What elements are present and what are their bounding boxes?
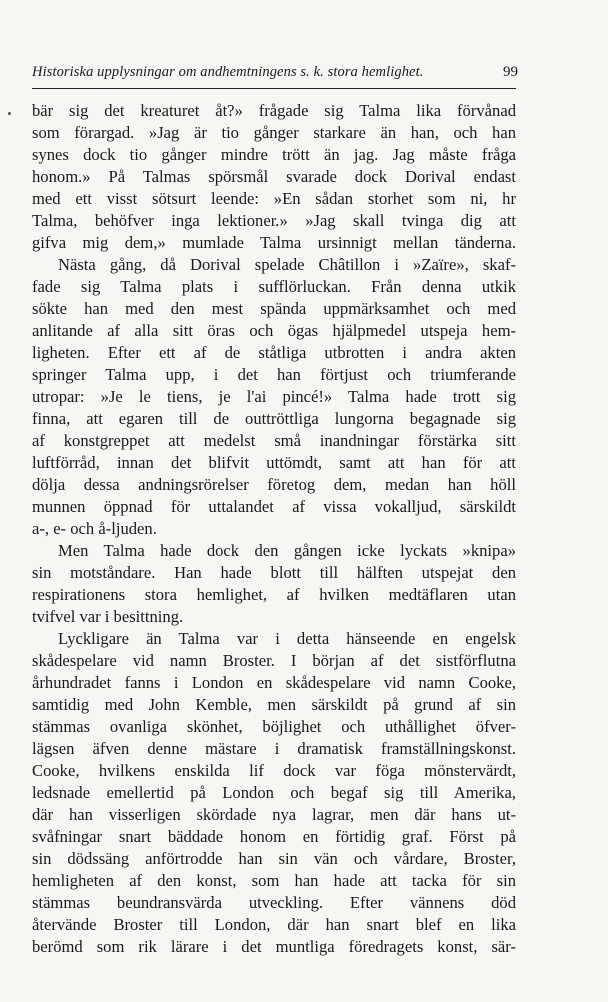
text-line: a-, e- och å-ljuden. xyxy=(32,519,157,538)
text-line: finna, att egaren till de outtröttliga lungorna begagnade sig xyxy=(32,409,516,428)
text-line: Talma, behöfver inga lektioner.» »Jag skall tvinga dig att xyxy=(32,211,516,230)
text-line: hemligheten af den konst, som han hade att tacka för sin xyxy=(32,871,516,890)
text-line: tvifvel var i besittning. xyxy=(32,607,184,626)
text-line: luftförråd, innan det blifvit uttömdt, samt att han för att xyxy=(32,453,516,472)
text-line: berömd som rik lärare i det muntliga föredragets konst, sär- xyxy=(32,937,516,956)
text-line: stämmas beundransvärda utveckling. Efter vännens död xyxy=(32,893,516,912)
text-line: samtidig med John Kemble, men särskildt på grund af sin xyxy=(32,695,516,714)
text-line: svåfningar snart bäddade honom en förtidig graf. Först på xyxy=(32,827,516,846)
text-line: honom.» På Talmas spörsmål svarade dock Dorival endast xyxy=(32,167,516,186)
text-line: återvände Broster till London, där han snart blef en lika xyxy=(32,915,516,934)
text-line: sin dödssäng anförtrodde han sin vän och vårdare, Broster, xyxy=(32,849,516,868)
text-line: århundradet fanns i London en skådespelare vid namn Cooke, xyxy=(32,673,516,692)
text-line: stämmas ovanliga skönhet, böjlighet och uthållighet öfver- xyxy=(32,717,516,736)
text-line: Cooke, hvilkens enskilda lif dock var föga mönstervärdt, xyxy=(32,761,516,780)
text-line: synes dock tio gånger mindre trött än jag. Jag måste fråga xyxy=(32,145,516,164)
body-text xyxy=(32,100,516,958)
text-line: ledsnade emellertid på London och begaf sig till Amerika, xyxy=(32,783,516,802)
page-number: 99 xyxy=(503,64,518,80)
text-line: skådespelare vid namn Broster. I början af det sistförflutna xyxy=(32,651,516,670)
text-line: sökte han med den mest spända uppmärksamhet och med xyxy=(32,299,516,318)
text-line: fade sig Talma plats i sufflörluckan. Från denna utkik xyxy=(32,277,516,296)
margin-mark xyxy=(8,112,11,115)
text-line: Lyckligare än Talma var i detta hänseende en engelsk xyxy=(58,629,516,648)
running-head xyxy=(32,64,516,84)
text-line: lägsen äfven denne mästare i dramatisk framställningskonst. xyxy=(32,739,516,758)
text-line: respirationens stora hemlighet, af hvilken medtäflaren utan xyxy=(32,585,516,604)
text-line: munnen öppnad för uttalandet af vissa vokalljud, särskildt xyxy=(32,497,516,516)
text-line: af konstgreppet att medelst små inandningar förstärka sitt xyxy=(32,431,516,450)
running-head-title: Historiska upplysningar om andhemtningens s. k. stora hemlighet. xyxy=(32,64,424,80)
text-line: med ett visst sötsurt leende: »En sådan storhet som ni, hr xyxy=(32,189,516,208)
header-rule xyxy=(32,88,516,89)
text-line: där han visserligen skördade nya lagrar, men där hans ut- xyxy=(32,805,516,824)
text-line: bär sig det kreaturet åt?» frågade sig Talma lika förvånad xyxy=(32,101,516,120)
text-line: anlitande af alla sitt öras och ögas hjälpmedel utspeja hem- xyxy=(32,321,516,340)
text-line: dölja dessa andningsrörelser företog dem, medan han höll xyxy=(32,475,516,494)
text-line: sin motståndare. Han hade blott till hälften utspejat den xyxy=(32,563,516,582)
text-line: gifva mig dem,» mumlade Talma ursinnigt mellan tänderna. xyxy=(32,233,516,252)
text-line: Men Talma hade dock den gången icke lyckats »knipa» xyxy=(58,541,516,560)
text-line: Nästa gång, då Dorival spelade Châtillon i »Zaïre», skaf- xyxy=(58,255,516,274)
text-line: springer Talma upp, i det han förtjust och triumferande xyxy=(32,365,516,384)
text-line: utropar: »Je le tiens, je l'ai pincé!» Talma hade trott sig xyxy=(32,387,516,406)
text-line: ligheten. Efter ett af de ståtliga utbrotten i andra akten xyxy=(32,343,516,362)
text-line: som förargad. »Jag är tio gånger starkare än han, och han xyxy=(32,123,516,142)
